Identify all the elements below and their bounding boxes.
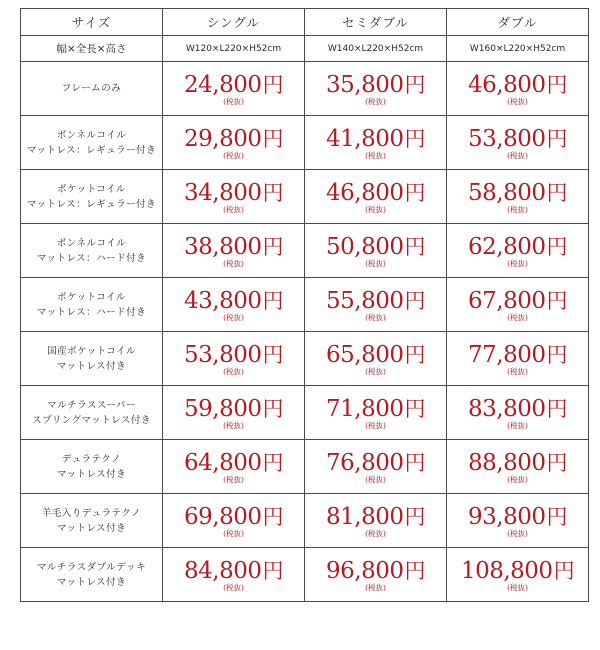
tax-note: (税抜): [507, 582, 528, 592]
semi-double-price-cell: [305, 224, 447, 278]
tax-note: (税抜): [507, 96, 528, 106]
price-amount: 108,800: [460, 557, 553, 584]
table-row: [21, 440, 589, 494]
row-label-line: マルチラススーパー: [47, 399, 136, 411]
yen-symbol: 円: [262, 180, 283, 205]
price-amount: 29,800: [184, 125, 262, 152]
tax-note: (税抜): [507, 258, 528, 268]
double-price: [447, 343, 588, 367]
price-amount: 64,800: [184, 449, 262, 476]
single-price: [163, 451, 304, 475]
price-amount: 46,800: [468, 71, 546, 98]
tax-note: (税抜): [507, 474, 528, 484]
table-row: [21, 494, 589, 548]
row-label-line: デュラテクノ: [61, 453, 122, 465]
double-price-cell: [447, 116, 589, 170]
single-price-cell: [163, 224, 305, 278]
semi-double-price-cell: [305, 440, 447, 494]
row-label: [21, 170, 163, 224]
table-row: [21, 332, 589, 386]
row-label-line: マットレス付き: [56, 522, 127, 534]
row-label-line: マットレス：ハード付き: [36, 306, 147, 318]
price-amount: 84,800: [184, 557, 262, 584]
single-price: [163, 559, 304, 583]
row-label-line: マットレス：ハード付き: [36, 252, 147, 264]
semi-double-column-header: セミダブル: [305, 9, 447, 36]
yen-symbol: 円: [404, 558, 425, 583]
tax-note: (税抜): [365, 258, 386, 268]
single-price-cell: [163, 278, 305, 332]
semi-double-price-cell: [305, 116, 447, 170]
table-row: [21, 548, 589, 602]
yen-symbol: 円: [404, 342, 425, 367]
price-amount: 77,800: [468, 341, 546, 368]
double-price: [447, 451, 588, 475]
price-amount: 24,800: [184, 71, 262, 98]
single-price-cell: [163, 494, 305, 548]
price-amount: 69,800: [184, 503, 262, 530]
semi-double-price-cell: [305, 278, 447, 332]
single-price: [163, 505, 304, 529]
yen-symbol: 円: [546, 396, 567, 421]
single-price-cell: [163, 170, 305, 224]
price-amount: 83,800: [468, 395, 546, 422]
yen-symbol: 円: [404, 72, 425, 97]
semi-double-price: [305, 181, 446, 205]
dimensions-row: [21, 36, 589, 62]
row-label-line: ボンネルコイル: [56, 129, 127, 141]
tax-note: (税抜): [223, 96, 244, 106]
row-label: [21, 548, 163, 602]
row-label-line: ポケットコイル: [57, 291, 126, 303]
tax-note: (税抜): [365, 204, 386, 214]
price-amount: 50,800: [326, 233, 404, 260]
price-table: [20, 8, 589, 602]
yen-symbol: 円: [404, 504, 425, 529]
price-amount: 46,800: [326, 179, 404, 206]
price-amount: 96,800: [326, 557, 404, 584]
double-column-header: ダブル: [447, 9, 589, 36]
single-price: [163, 289, 304, 313]
semi-double-price: [305, 559, 446, 583]
yen-symbol: 円: [404, 288, 425, 313]
yen-symbol: 円: [546, 180, 567, 205]
tax-note: (税抜): [365, 150, 386, 160]
row-label: [21, 62, 163, 116]
tax-note: (税抜): [365, 420, 386, 430]
double-price: [447, 235, 588, 259]
single-price-cell: [163, 62, 305, 116]
semi-double-price: [305, 127, 446, 151]
price-amount: 67,800: [468, 287, 546, 314]
tax-note: (税抜): [365, 366, 386, 376]
semi-double-price: [305, 451, 446, 475]
double-price-cell: [447, 494, 589, 548]
row-label: [21, 332, 163, 386]
tax-note: (税抜): [365, 528, 386, 538]
price-amount: 34,800: [184, 179, 262, 206]
double-price-cell: [447, 386, 589, 440]
yen-symbol: 円: [404, 234, 425, 259]
header-row: [21, 9, 589, 36]
tax-note: (税抜): [223, 528, 244, 538]
single-dimensions: W120×L220×H52cm: [163, 36, 305, 62]
tax-note: (税抜): [223, 474, 244, 484]
semi-double-price-cell: [305, 494, 447, 548]
tax-note: (税抜): [507, 204, 528, 214]
single-price-cell: [163, 116, 305, 170]
price-amount: 53,800: [184, 341, 262, 368]
row-label-line: マルチラスダブルデッキ: [36, 561, 147, 573]
tax-note: (税抜): [365, 312, 386, 322]
yen-symbol: 円: [546, 234, 567, 259]
price-amount: 41,800: [326, 125, 404, 152]
semi-double-price: [305, 397, 446, 421]
row-label: [21, 440, 163, 494]
table-row: [21, 62, 589, 116]
semi-double-price-cell: [305, 62, 447, 116]
single-price: [163, 73, 304, 97]
yen-symbol: 円: [553, 558, 575, 583]
double-price: [447, 289, 588, 313]
row-label-line: スプリングマットレス付き: [32, 414, 151, 426]
single-price: [163, 181, 304, 205]
single-price-cell: [163, 386, 305, 440]
semi-double-price-cell: [305, 332, 447, 386]
semi-double-price: [305, 73, 446, 97]
row-label-line: ボンネルコイル: [56, 237, 127, 249]
semi-double-price: [305, 343, 446, 367]
tax-note: (税抜): [507, 420, 528, 430]
semi-double-price-cell: [305, 386, 447, 440]
yen-symbol: 円: [262, 288, 283, 313]
semi-double-dimensions: W140×L220×H52cm: [305, 36, 447, 62]
single-price: [163, 235, 304, 259]
double-price: [447, 181, 588, 205]
semi-double-price: [305, 505, 446, 529]
yen-symbol: 円: [262, 558, 283, 583]
yen-symbol: 円: [404, 180, 425, 205]
double-price-cell: [447, 224, 589, 278]
yen-symbol: 円: [262, 450, 283, 475]
table-row: [21, 170, 589, 224]
table-body: [21, 36, 589, 602]
double-price: [447, 127, 588, 151]
double-price-cell: [447, 62, 589, 116]
price-amount: 81,800: [326, 503, 404, 530]
yen-symbol: 円: [262, 504, 283, 529]
yen-symbol: 円: [262, 126, 283, 151]
tax-note: (税抜): [365, 582, 386, 592]
price-amount: 38,800: [184, 233, 262, 260]
double-price-cell: [447, 170, 589, 224]
double-price-cell: [447, 332, 589, 386]
yen-symbol: 円: [546, 342, 567, 367]
semi-double-price-cell: [305, 170, 447, 224]
row-label-line: 羊毛入りデュラテクノ: [41, 507, 142, 519]
row-label: [21, 278, 163, 332]
single-column-header: シングル: [163, 9, 305, 36]
tax-note: (税抜): [365, 474, 386, 484]
price-amount: 55,800: [326, 287, 404, 314]
yen-symbol: 円: [262, 396, 283, 421]
single-price: [163, 343, 304, 367]
yen-symbol: 円: [262, 234, 283, 259]
yen-symbol: 円: [404, 126, 425, 151]
tax-note: (税抜): [507, 366, 528, 376]
double-price-cell: [447, 278, 589, 332]
yen-symbol: 円: [262, 72, 283, 97]
row-label-line: ポケットコイル: [57, 183, 126, 195]
price-amount: 43,800: [184, 287, 262, 314]
row-label-line: マットレス付き: [56, 576, 127, 588]
table-row: [21, 224, 589, 278]
tax-note: (税抜): [223, 258, 244, 268]
double-price: [447, 505, 588, 529]
yen-symbol: 円: [404, 396, 425, 421]
yen-symbol: 円: [546, 450, 567, 475]
row-label-line: マットレス：レギュラー付き: [26, 198, 157, 210]
price-amount: 53,800: [468, 125, 546, 152]
row-label: [21, 116, 163, 170]
tax-note: (税抜): [223, 150, 244, 160]
double-price: [447, 73, 588, 97]
row-label: [21, 224, 163, 278]
single-price: [163, 127, 304, 151]
row-label: [21, 494, 163, 548]
table-row: [21, 386, 589, 440]
row-label-line: マットレス付き: [56, 468, 127, 480]
table-row: [21, 116, 589, 170]
yen-symbol: 円: [546, 72, 567, 97]
row-label-line: フレームのみ: [61, 83, 122, 94]
row-label-line: 国産ポケットコイル: [47, 345, 136, 357]
tax-note: (税抜): [223, 204, 244, 214]
dimensions-label: 幅×全長×高さ: [21, 36, 163, 62]
single-price-cell: [163, 548, 305, 602]
price-amount: 59,800: [184, 395, 262, 422]
tax-note: (税抜): [507, 312, 528, 322]
price-amount: 71,800: [326, 395, 404, 422]
size-column-header: サイズ: [21, 9, 163, 36]
price-amount: 35,800: [326, 71, 404, 98]
tax-note: (税抜): [223, 582, 244, 592]
semi-double-price-cell: [305, 548, 447, 602]
row-label: [21, 386, 163, 440]
tax-note: (税抜): [223, 312, 244, 322]
price-amount: 88,800: [468, 449, 546, 476]
double-price-cell: [447, 548, 589, 602]
single-price: [163, 397, 304, 421]
tax-note: (税抜): [507, 528, 528, 538]
row-label-line: マットレス付き: [56, 360, 127, 372]
semi-double-price: [305, 235, 446, 259]
tax-note: (税抜): [507, 150, 528, 160]
price-amount: 62,800: [468, 233, 546, 260]
yen-symbol: 円: [262, 342, 283, 367]
tax-note: (税抜): [223, 420, 244, 430]
table-row: [21, 278, 589, 332]
yen-symbol: 円: [546, 126, 567, 151]
double-price: [447, 397, 588, 421]
price-amount: 58,800: [468, 179, 546, 206]
single-price-cell: [163, 440, 305, 494]
double-dimensions: W160×L220×H52cm: [447, 36, 589, 62]
single-price-cell: [163, 332, 305, 386]
tax-note: (税抜): [223, 366, 244, 376]
row-label-line: マットレス：レギュラー付き: [26, 144, 157, 156]
price-amount: 76,800: [326, 449, 404, 476]
semi-double-price: [305, 289, 446, 313]
tax-note: (税抜): [365, 96, 386, 106]
yen-symbol: 円: [546, 504, 567, 529]
yen-symbol: 円: [546, 288, 567, 313]
price-amount: 93,800: [468, 503, 546, 530]
yen-symbol: 円: [404, 450, 425, 475]
price-amount: 65,800: [326, 341, 404, 368]
double-price-cell: [447, 440, 589, 494]
double-price: [447, 559, 588, 583]
